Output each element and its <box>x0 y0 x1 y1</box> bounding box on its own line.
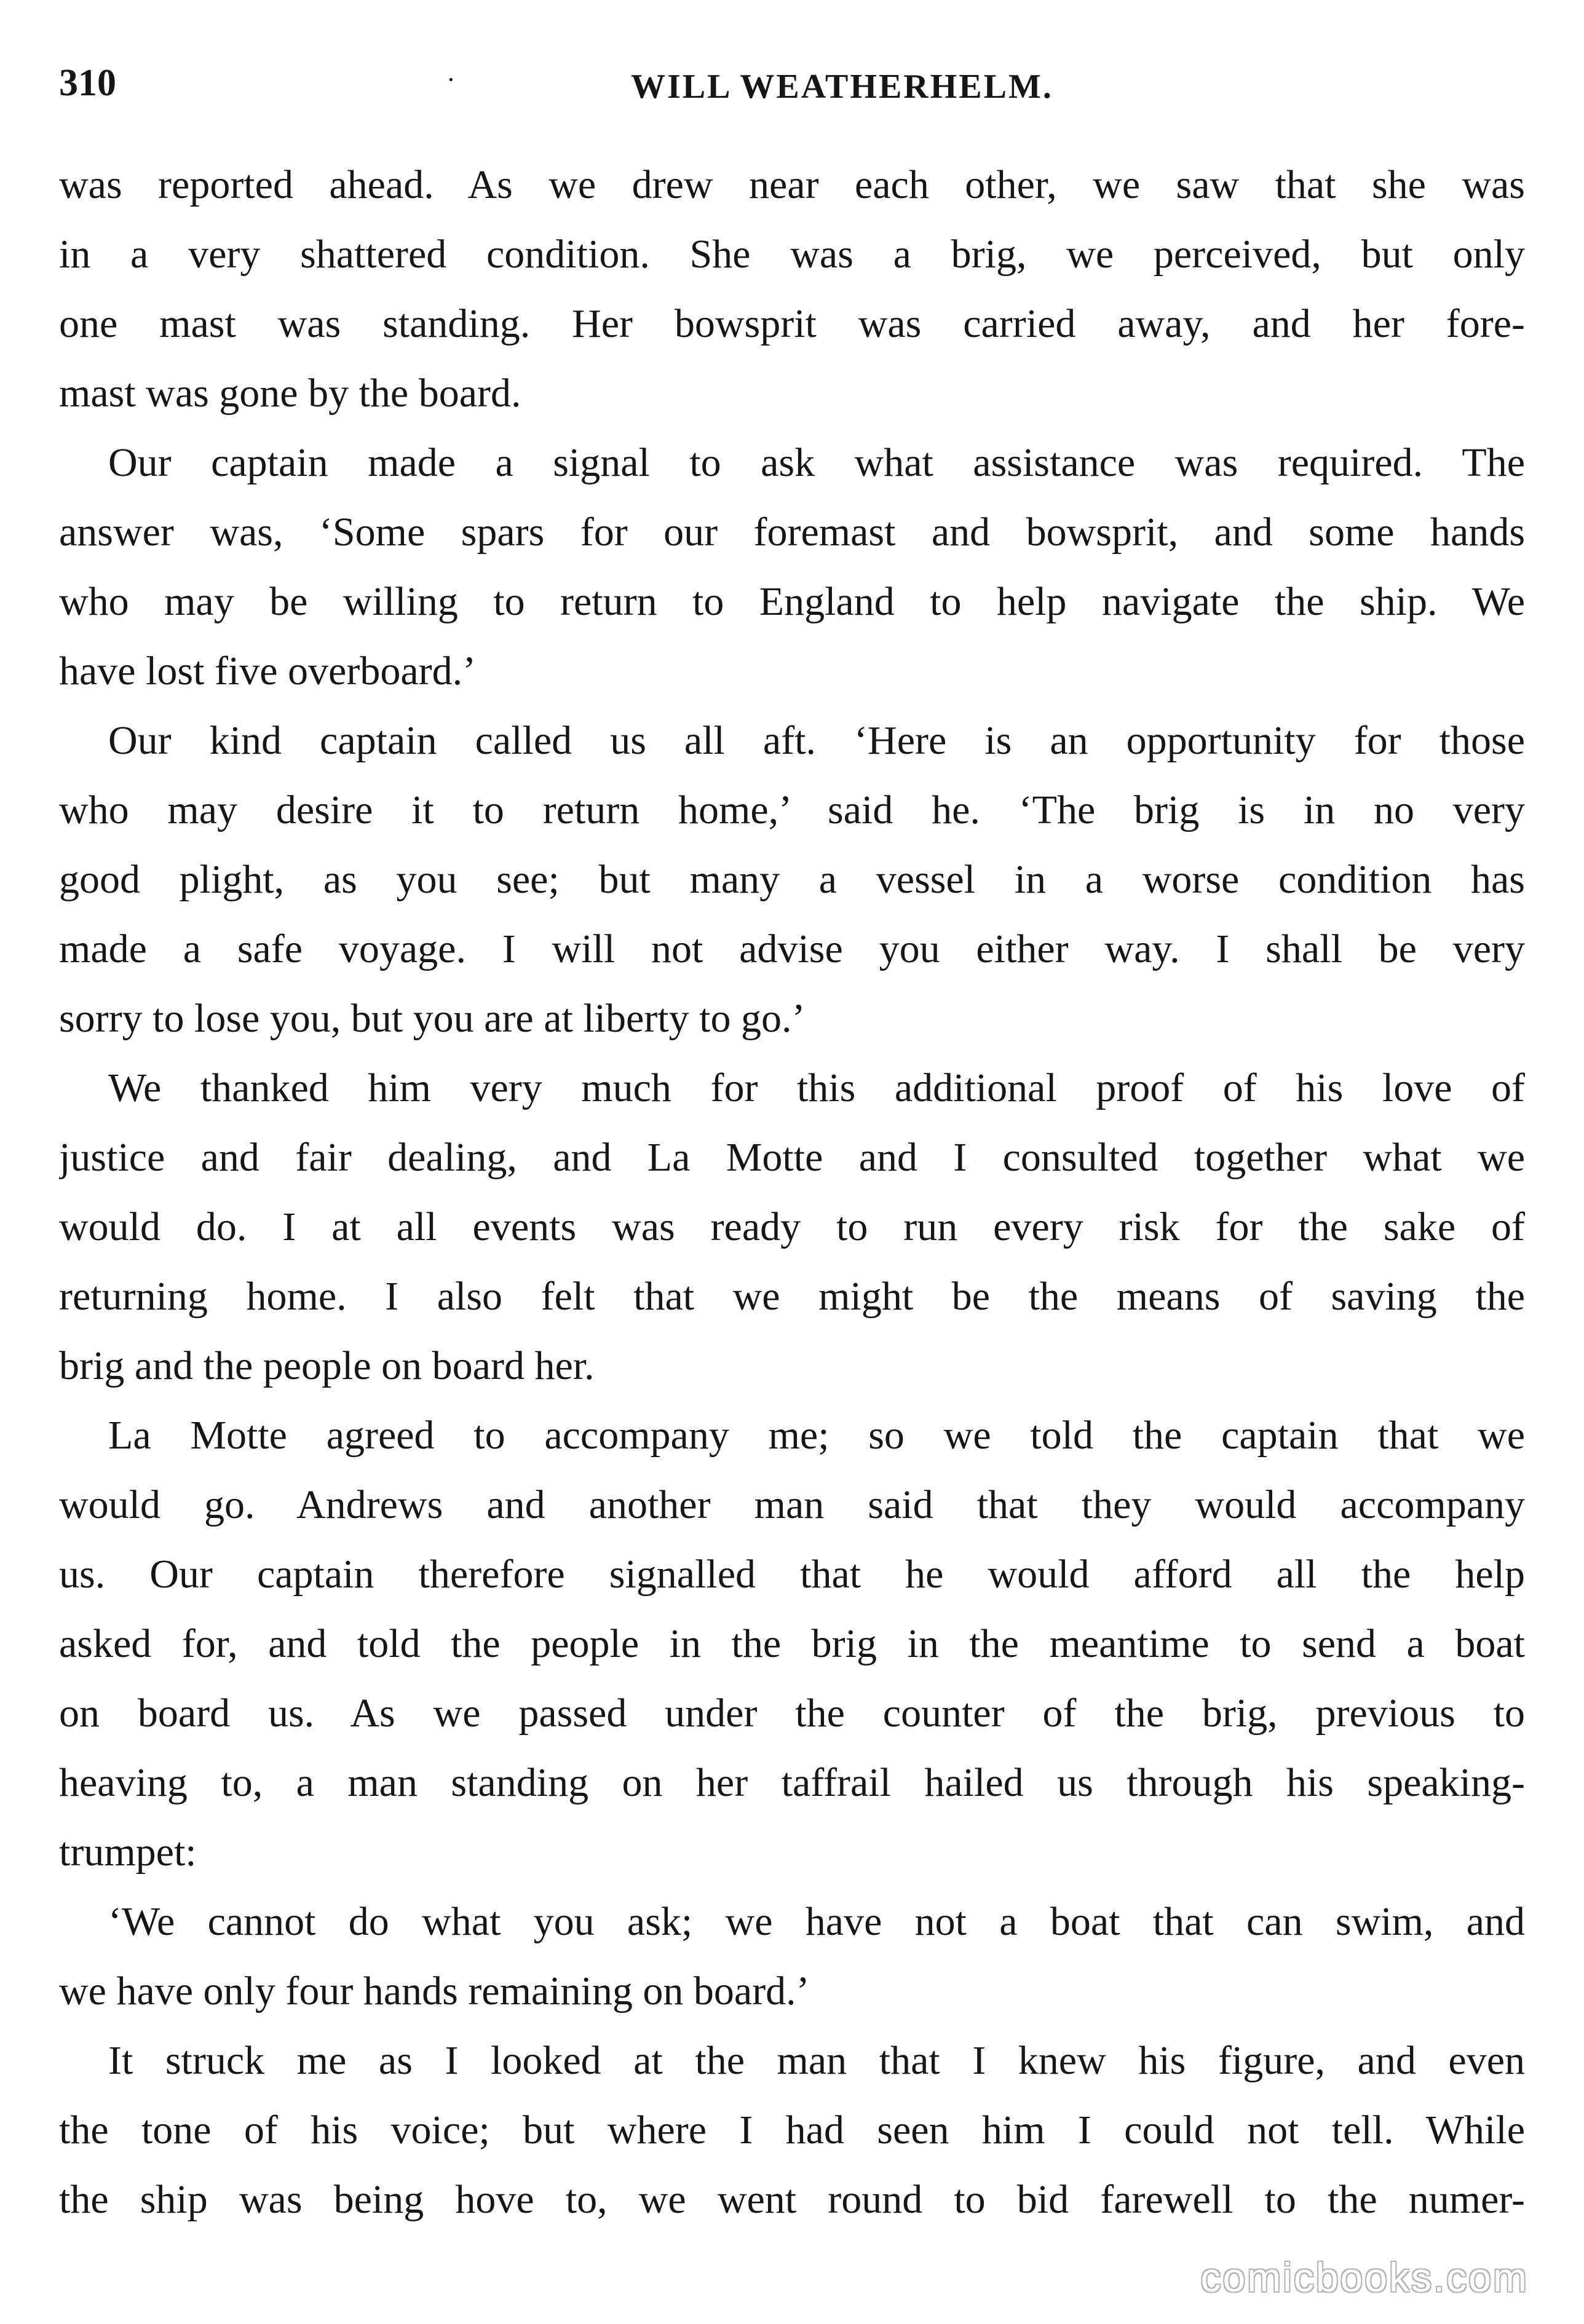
text-line: sorry to lose you, but you are at liberty to go.’ <box>59 996 806 1041</box>
watermark: comicbooks.com <box>1200 2255 1529 2300</box>
text-line: La Motte agreed to accompany me; so we told the captain that we <box>108 1413 1525 1458</box>
text-line: justice and fair dealing, and La Motte and I consulted together what we <box>59 1135 1525 1180</box>
text-line: in a very shattered condition. She was a brig, we perceived, but only <box>59 232 1525 277</box>
running-title: WILL WEATHERHELM. <box>631 68 1053 106</box>
text-line: returning home. I also felt that we might be the means of saving the <box>59 1274 1525 1319</box>
text-line: would go. Andrews and another man said that they would accompany <box>59 1482 1525 1527</box>
text-line: answer was, ‘Some spars for our foremast and bowsprit, and some hands <box>59 510 1525 555</box>
header-mark: · <box>446 65 456 95</box>
text-line: made a safe voyage. I will not advise you either way. I shall be very <box>59 927 1525 971</box>
text-line: trumpet: <box>59 1830 197 1875</box>
text-body <box>59 150 1525 2234</box>
text-line: we have only four hands remaining on board.’ <box>59 1969 810 2014</box>
page-header <box>59 58 1525 108</box>
text-line: It struck me as I looked at the man that I knew his figure, and even <box>108 2038 1525 2083</box>
text-line: good plight, as you see; but many a vessel in a worse condition has <box>59 857 1525 902</box>
text-line: brig and the people on board her. <box>59 1343 595 1388</box>
text-line: We thanked him very much for this additional proof of his love of <box>108 1065 1525 1110</box>
text-line: have lost five overboard.’ <box>59 649 477 694</box>
text-line: heaving to, a man standing on her taffrail hailed us through his speaking- <box>59 1760 1525 1805</box>
text-line: who may desire it to return home,’ said he. ‘The brig is in no very <box>59 788 1525 832</box>
text-line: on board us. As we passed under the counter of the brig, previous to <box>59 1691 1525 1736</box>
text-line: would do. I at all events was ready to run every risk for the sake of <box>59 1204 1525 1249</box>
text-line: was reported ahead. As we drew near each other, we saw that she was <box>59 162 1525 207</box>
text-line: one mast was standing. Her bowsprit was carried away, and her fore- <box>59 301 1525 346</box>
text-line: Our kind captain called us all aft. ‘Here is an opportunity for those <box>108 718 1525 763</box>
page-number: 310 <box>59 62 116 104</box>
text-line: the ship was being hove to, we went round to bid farewell to the numer- <box>59 2177 1525 2222</box>
text-line: Our captain made a signal to ask what assistance was required. The <box>108 440 1525 485</box>
text-line: us. Our captain therefore signalled that he would afford all the help <box>59 1552 1525 1597</box>
text-line: the tone of his voice; but where I had seen him I could not tell. While <box>59 2108 1525 2152</box>
text-line: mast was gone by the board. <box>59 371 521 416</box>
text-line: ‘We cannot do what you ask; we have not a boat that can swim, and <box>108 1899 1525 1944</box>
text-line: asked for, and told the people in the brig in the meantime to send a boat <box>59 1621 1525 1666</box>
text-line: who may be willing to return to England to help navigate the ship. We <box>59 579 1525 624</box>
